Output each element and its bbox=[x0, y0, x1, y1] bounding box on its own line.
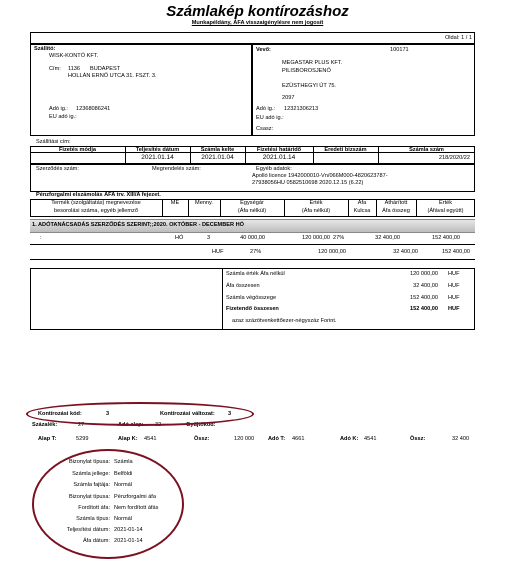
item-code: : bbox=[40, 235, 42, 241]
detail-label-5: Fordított áfa: bbox=[78, 505, 110, 511]
total-payable-currency: HUF bbox=[448, 306, 460, 312]
seller-city: BUDAPEST bbox=[90, 66, 121, 72]
detail-label-3: Számla fajtája: bbox=[73, 482, 110, 488]
detail-value-5: Nem fordított áfás bbox=[114, 505, 159, 511]
item-net-value: 120 000,00 bbox=[302, 235, 330, 241]
total-vat-currency: HUF bbox=[448, 283, 460, 289]
order-label: Megrendelés szám: bbox=[152, 166, 201, 172]
fulfil-date-value: 2021.01.14 bbox=[141, 154, 174, 161]
huf-gross-value: 152 400,00 bbox=[442, 249, 470, 255]
detail-value-1: Számla bbox=[114, 459, 133, 465]
accounting-code-label: Kontírozási kód: bbox=[38, 411, 82, 417]
payment-method-header: Fizetés módja bbox=[59, 147, 96, 153]
tax-base-value: 32 bbox=[155, 422, 162, 428]
item-gross-value: 152 400,00 bbox=[432, 235, 460, 241]
accounting-code-value: 3 bbox=[106, 411, 110, 417]
invoice-number-value: 218/2020/22 bbox=[438, 155, 470, 161]
item-name-header-2: besorolási száma, egyéb jellemző bbox=[54, 208, 138, 214]
detail-label-4: Bizonylat típusa: bbox=[68, 494, 110, 500]
total-gross-value: 152 400,00 bbox=[410, 295, 438, 301]
detail-value-7: 2021-01-14 bbox=[114, 527, 143, 533]
gross-value-header: Érték bbox=[438, 200, 453, 206]
page-subtitle: Munkapéldány, ÁFA visszaigénylésre nem jogosít bbox=[191, 20, 324, 26]
due-date-header: Fizetési határidő bbox=[256, 147, 302, 153]
fulfil-date-header: Teljesítés dátum bbox=[135, 147, 180, 153]
seller-zip: 1136 bbox=[68, 66, 81, 72]
detail-value-2: Belföldi bbox=[114, 471, 133, 477]
base-sum-label: Össz: bbox=[194, 436, 210, 442]
detail-value-4: Pénzforgalmi áfa bbox=[114, 494, 156, 500]
total-vat-label: Áfa összesen bbox=[226, 283, 260, 289]
extra-data-line1: Apolló licence 1942000010-Vn/066M000-4820623787- bbox=[252, 173, 388, 179]
contract-label: Szerződés szám: bbox=[36, 166, 79, 172]
seller-label: Szállító: bbox=[34, 46, 56, 52]
total-gross-label: Számla végösszege bbox=[226, 295, 277, 301]
page-title: Számlakép kontírozáshoz bbox=[166, 3, 349, 20]
detail-value-8: 2021-01-14 bbox=[114, 538, 143, 544]
accounting-variant-label: Kontírozási változat: bbox=[160, 411, 215, 417]
detail-label-8: Áfa dátum: bbox=[82, 538, 110, 544]
buyer-label: Vevő: bbox=[256, 47, 271, 53]
vat-amount-header-2: Áfa összeg bbox=[382, 208, 410, 214]
base-t-label: Alap T: bbox=[38, 436, 57, 442]
buyer-tax-number: 12321306213 bbox=[284, 106, 319, 112]
detail-label-1: Bizonylat típusa: bbox=[68, 459, 110, 465]
unit-price-header-2: (Áfa nélkül) bbox=[237, 208, 267, 214]
buyer-address-label: Csasz: bbox=[256, 126, 274, 132]
net-value-header: Érték bbox=[309, 200, 323, 206]
total-payable-value: 152 400,00 bbox=[410, 306, 438, 312]
tax-t-label: Adó T: bbox=[268, 436, 286, 442]
base-sum-value: 120 000 bbox=[234, 436, 255, 442]
buyer-city: PILISBOROSJENŐ bbox=[282, 68, 331, 74]
buyer-tax-label: Adó ig.: bbox=[256, 106, 275, 112]
seller-name: WISK-KONTÓ KFT. bbox=[49, 53, 99, 59]
gross-value-header-2: (Áfával együtt) bbox=[427, 208, 464, 214]
extra-data-label: Egyéb adatok: bbox=[256, 166, 292, 172]
seller-tax-number: 12368086241 bbox=[76, 106, 111, 112]
total-net-value: 120 000,00 bbox=[410, 271, 438, 277]
buyer-eu-tax-label: EU adó ig.: bbox=[256, 115, 284, 121]
tax-sum-label: Össz: bbox=[410, 436, 426, 442]
item-unit-price: 40 000,00 bbox=[240, 235, 265, 241]
tax-k-label: Adó K: bbox=[340, 436, 359, 442]
base-k-label: Alap K: bbox=[118, 436, 138, 442]
quantity-header: Menny. bbox=[195, 200, 213, 206]
total-payable-label: Fizetendő összesen bbox=[226, 306, 279, 312]
unit-header: ME bbox=[170, 200, 180, 206]
tax-k-value: 4541 bbox=[364, 436, 377, 442]
huf-currency: HUF bbox=[212, 249, 224, 255]
detail-value-3: Normál bbox=[114, 482, 133, 488]
seller-address-label: Cím: bbox=[49, 66, 61, 72]
detail-label-2: Számla jellege: bbox=[72, 471, 110, 477]
huf-vat-rate: 27% bbox=[250, 249, 262, 255]
total-net-currency: HUF bbox=[448, 271, 460, 277]
accounting-variant-value: 3 bbox=[228, 411, 232, 417]
cash-accounting-note: Pénzforgalmi elszámolás ÁFA trv. XIII/A fejezet. bbox=[36, 192, 161, 198]
issue-date-value: 2021.01.04 bbox=[201, 154, 234, 161]
tax-t-value: 4661 bbox=[292, 436, 305, 442]
item-quantity: 3 bbox=[207, 235, 211, 241]
total-vat-value: 32 400,00 bbox=[413, 283, 438, 289]
detail-label-6: Számla típus: bbox=[76, 516, 110, 522]
seller-eu-tax-label: EU adó ig.: bbox=[49, 114, 77, 120]
extra-data-line2: 27938056HU 0582510698 2020.12.15 (6.22) bbox=[252, 180, 364, 186]
amount-in-words: azaz százötvenkettőezer-négyszáz Forint. bbox=[232, 318, 337, 324]
base-t-value: 5299 bbox=[76, 436, 89, 442]
buyer-street: EZÜSTHEGYI ÚT 75. bbox=[282, 83, 336, 89]
seller-street: HOLLÁN ERNŐ UTCA 31. FSZT. 3. bbox=[68, 73, 157, 79]
detail-value-6: Normál bbox=[114, 516, 133, 522]
tax-base-label: Adó alap: bbox=[118, 422, 144, 428]
buyer-code: 100171 bbox=[390, 47, 409, 53]
details-highlight bbox=[32, 449, 184, 559]
section-title: 1. ADÓTANÁCSADÁS SZERZŐDÉS SZERINT;;2020. OKTÓBER - DECEMBER HÓ bbox=[32, 222, 244, 228]
total-gross-currency: HUF bbox=[448, 295, 460, 301]
buyer-name: MEGASTAR PLUS KFT. bbox=[282, 60, 343, 66]
due-date-value: 2021.01.14 bbox=[262, 154, 296, 161]
buyer-zip: 2097 bbox=[282, 95, 295, 101]
percent-value: 27 bbox=[78, 422, 85, 428]
item-vat-amount: 32 400,00 bbox=[375, 235, 400, 241]
base-k-value: 4541 bbox=[144, 436, 157, 442]
item-name-header: Termék (szolgáltatás) megnevezése bbox=[51, 200, 141, 206]
seller-tax-label: Adó ig.: bbox=[49, 106, 68, 112]
item-vat-rate: 27% bbox=[333, 235, 345, 241]
invoice-number-header: Számla szám bbox=[409, 147, 444, 153]
issue-date-header: Számla kelte bbox=[200, 147, 235, 153]
collector-code-label: Gyűjtőkód: bbox=[186, 422, 216, 428]
buyer-box bbox=[252, 44, 475, 136]
item-unit: HÓ bbox=[175, 235, 184, 241]
huf-vat-amount: 32 400,00 bbox=[393, 249, 418, 255]
net-value-header-2: (Áfa nélkül) bbox=[301, 208, 331, 214]
page-number: Oldal: 1 / 1 bbox=[444, 35, 472, 41]
shipping-label: Szállítási cím: bbox=[36, 139, 71, 145]
original-number-header: Eredeti bizszám bbox=[324, 147, 367, 153]
percent-label: Százalék: bbox=[32, 422, 58, 428]
vat-rate-header: Áfa bbox=[357, 200, 367, 206]
detail-label-7: Teljesítési dátum: bbox=[66, 527, 110, 533]
tax-sum-value: 32 400 bbox=[452, 436, 470, 442]
unit-price-header: Egységár bbox=[240, 200, 264, 206]
vat-amount-header: Áthárított bbox=[384, 200, 408, 206]
huf-net-value: 120 000,00 bbox=[318, 249, 346, 255]
vat-rate-header-2: Kulcsa bbox=[353, 208, 371, 214]
total-net-label: Számla érték Áfa nélkül bbox=[226, 271, 285, 277]
accounting-code-highlight bbox=[26, 402, 254, 426]
